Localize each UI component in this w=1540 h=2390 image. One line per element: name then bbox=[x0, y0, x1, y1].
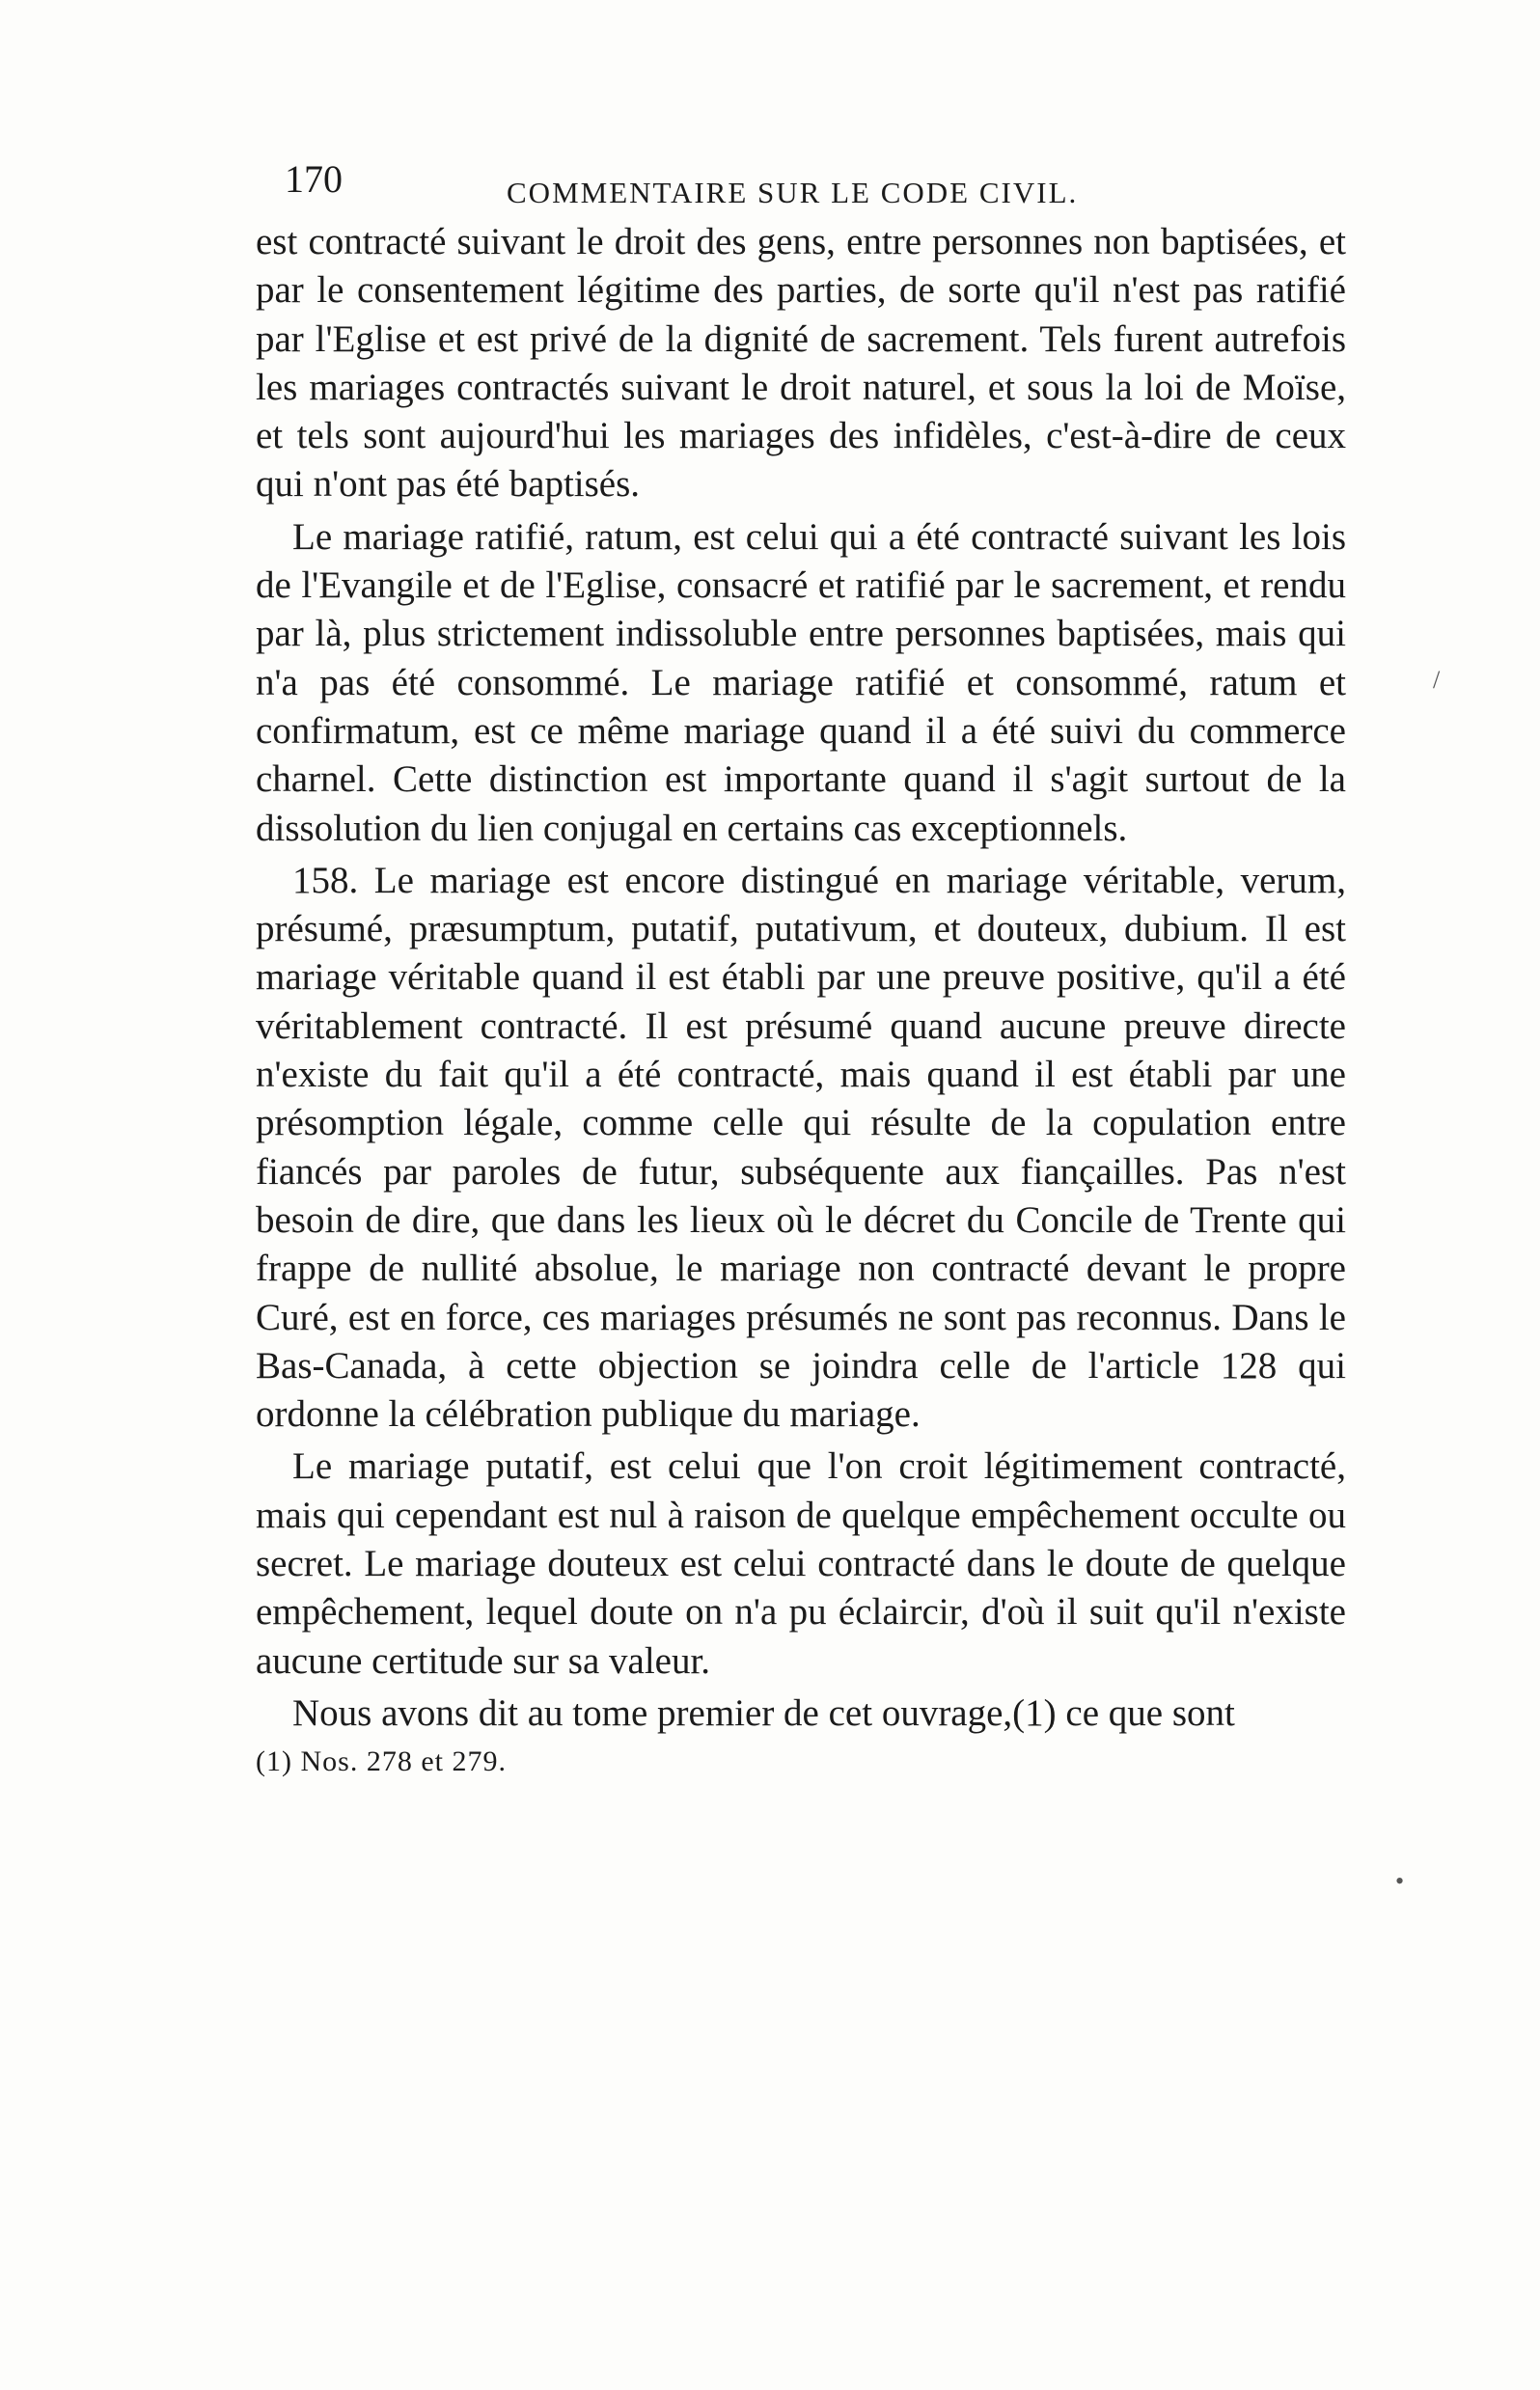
paragraph: Nous avons dit au tome premier de cet ouvrage,(1) ce que sont bbox=[292, 1691, 1235, 1734]
margin-mark: / bbox=[1433, 666, 1441, 694]
paragraph: Le mariage ratifié, ratum, est celui qui a été contracté suivant les lois de l'Evangile et de l'Eglise, consacré et ratifié par le sacrement, et rendu par là, plus strictement indissoluble entre personnes baptisées, mais qui n'a pas été consommé. Le mariage ratifié et consommé, ratum et confirmatum, est ce même mariage quand il a été suivi du commerce charnel. Cette distinction est importante quand il s'agit surtout de la dissolution du lien conjugal en certains cas exceptionnels. bbox=[256, 515, 1346, 849]
paragraph: 158. Le mariage est encore distingué en mariage véritable, verum, présumé, præsumptum, putatif, putativum, et douteux, dubium. Il est mariage véritable quand il est établi par une preuve positive, qu'il a été véritablement contracté. Il est présumé quand aucune preuve directe n'existe du fait qu'il a été contracté, mais quand il est établi par une présomption légale, comme celle qui résulte de la copulation entre fiancés par paroles de futur, subséquente aux fiançailles. Pas n'est besoin de dire, que dans les lieux où le décret du Concile de Trente qui frappe de nullité absolue, le mariage non contracté devant le propre Curé, est en force, ces mariages présumés ne sont pas reconnus. Dans le Bas-Canada, à cette objection se joindra celle de l'article 128 qui ordonne la célébration publique du mariage. bbox=[256, 859, 1346, 1436]
page-number: 170 bbox=[285, 157, 343, 201]
footnote: (1) Nos. 278 et 279. bbox=[256, 1745, 507, 1778]
running-head: COMMENTAIRE SUR LE CODE CIVIL. bbox=[507, 176, 1079, 209]
page-header bbox=[256, 145, 1346, 212]
page bbox=[256, 145, 1346, 1778]
paragraph: est contracté suivant le droit des gens, entre personnes non baptisées, et par le consentement légitime des parties, de sorte qu'il n'est pas ratifié par l'Eglise et est privé de la dignité de sacrement. Tels furent autrefois les mariages contractés suivant le droit naturel, et sous la loi de Moïse, et tels sont aujourd'hui les mariages des infidèles, c'est-à-dire de ceux qui n'ont pas été baptisés. bbox=[256, 221, 1346, 506]
paragraph: Le mariage putatif, est celui que l'on croit légitimement contracté, mais qui cependant est nul à raison de quelque empêchement occulte ou secret. Le mariage douteux est celui contracté dans le doute de quelque empêchement, lequel doute on n'a pu éclaircir, d'où il suit qu'il n'existe aucune certitude sur sa valeur. bbox=[256, 1445, 1346, 1682]
body-text bbox=[256, 218, 1346, 1738]
margin-dot: • bbox=[1395, 1867, 1405, 1895]
